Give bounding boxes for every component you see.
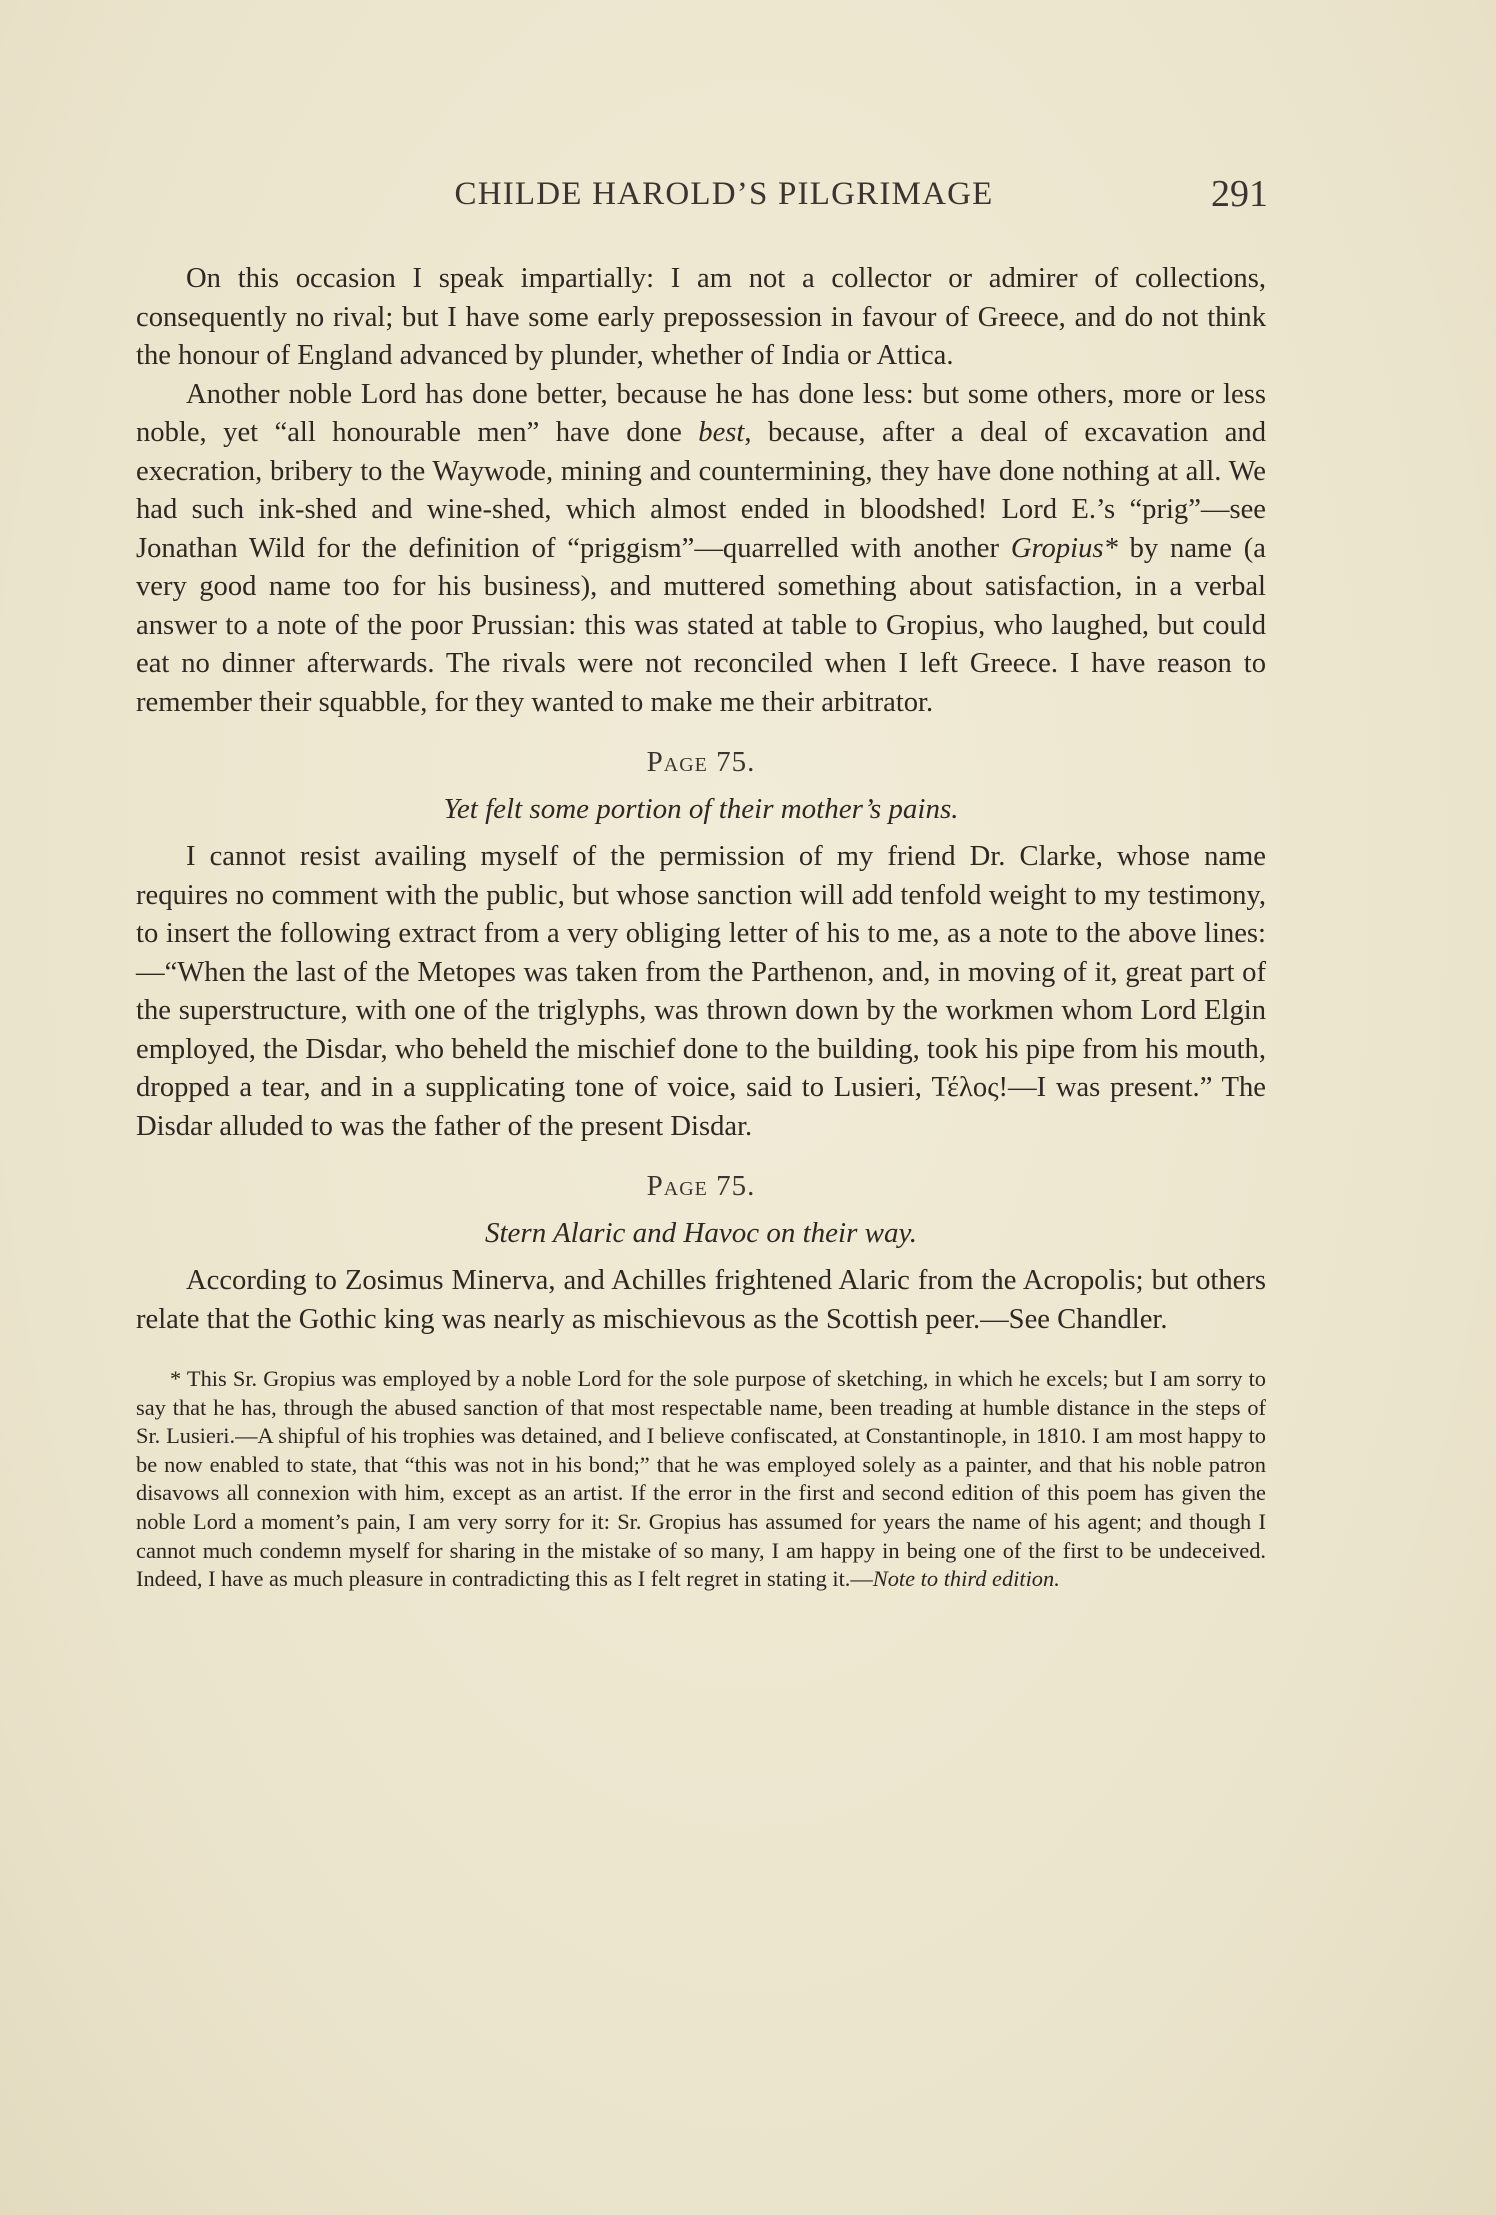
paragraph-text: On this occasion I speak impartially: I am not a collector or admirer of collections, consequently no rival; but I have some early prepossession in favour of Greece, and do not think the honour of England advanced by plunder, whether of India or Attica. [136, 263, 1266, 371]
paragraph-text: I cannot resist availing myself of the permission of my friend Dr. Clarke, whose name requires no comment with the public, but whose sanction will add tenfold weight to my testimony, to insert the following extract from a very obliging letter of his to me, as a note to the above lines:—“When the last of the Metopes was taken from the Parthenon, and, in moving of it, great part of the superstructure, with one of the triglyphs, was thrown down by the workmen whom Lord Elgin employed, the Disdar, who beheld the mischief done to the building, took his pipe from his mouth, dropped a tear, and in a supplicating tone of voice, said to Lusieri, Τέλος!—I was present.” The Disdar alluded to was the father of the present Disdar. [136, 841, 1266, 1142]
paragraph-text: According to Zosimus Minerva, and Achilles frightened Alaric from the Acropolis; but others relate that the Gothic king was nearly as mischievous as the Scottish peer.—See Chandler. [136, 1265, 1266, 1335]
paragraph-another-noble-lord [136, 376, 1266, 723]
footnote-signature: Note to third edition. [872, 1566, 1060, 1592]
paragraph-text: by name (a very good name too for his business), and muttered something about satisfaction, in a verbal answer to a note of the poor Prussian: this was stated at table to Gropius, who laughed, but could eat no dinner afterwards. The rivals were not reconciled when I left Greece. I have reason to remember their squabble, for they wanted to make me their arbitrator. [136, 532, 1266, 718]
page-header [180, 173, 1268, 226]
section-quote-alaric: Stern Alaric and Havoc on their way. [485, 1217, 917, 1249]
paragraph-text: , because, after a deal of excavation and execration, bribery to the Waywode, mining and countermining, they have done nothing at all. We had such ink-shed and wine-shed, which almost ended in bloodshed! Lord E.’s “prig”—see Jonathan Wild for the definition of “priggism”—quarrelled with another [136, 417, 1267, 564]
italic-gropius: Gropius* [1010, 532, 1118, 564]
paragraph-dr-clarke [136, 838, 1266, 1146]
paragraph-zosimus [136, 1262, 1266, 1339]
page-body [136, 260, 1266, 1594]
paragraph-text: Another noble Lord has done better, because he has done less: but some others, more or less noble, yet “all honourable men” have done [136, 378, 1266, 448]
section-quote-mothers-pains: Yet felt some portion of their mother’s pains. [443, 793, 959, 825]
running-head: CHILDE HAROLD’S PILGRIMAGE [454, 176, 994, 212]
footnote-text: * This Sr. Gropius was employed by a noble Lord for the sole purpose of sketching, in which he excels; but I am sorry to say that he has, through the abused sanction of that most respectable name, been treading at humble distance in the steps of Sr. Lusieri.—A shipful of his trophies was detained, and I believe confiscated, at Constantinople, in 1810. I am most happy to be now enabled to state, that “this was not in his bond;” that he was employed solely as a painter, and that his noble patron disavows all connexion with him, except as an artist. If the error in the first and second edition of this poem has given the noble Lord a moment’s pain, I am very sorry for it: Sr. Gropius has assumed for years the name of his agent; and though I cannot much condemn myself for sharing in the mistake of so many, I am happy in being one of the first to be undeceived. Indeed, I have as much pleasure in contradicting this as I felt regret in stating it.— [136, 1366, 1266, 1592]
italic-best: best [698, 417, 745, 448]
paragraph-impartially [136, 260, 1266, 376]
page-number: 291 [1211, 173, 1268, 215]
section-heading-page-75-a: Page 75. [646, 746, 756, 778]
footnote-gropius [136, 1365, 1266, 1594]
section-heading-page-75-b: Page 75. [646, 1170, 756, 1202]
